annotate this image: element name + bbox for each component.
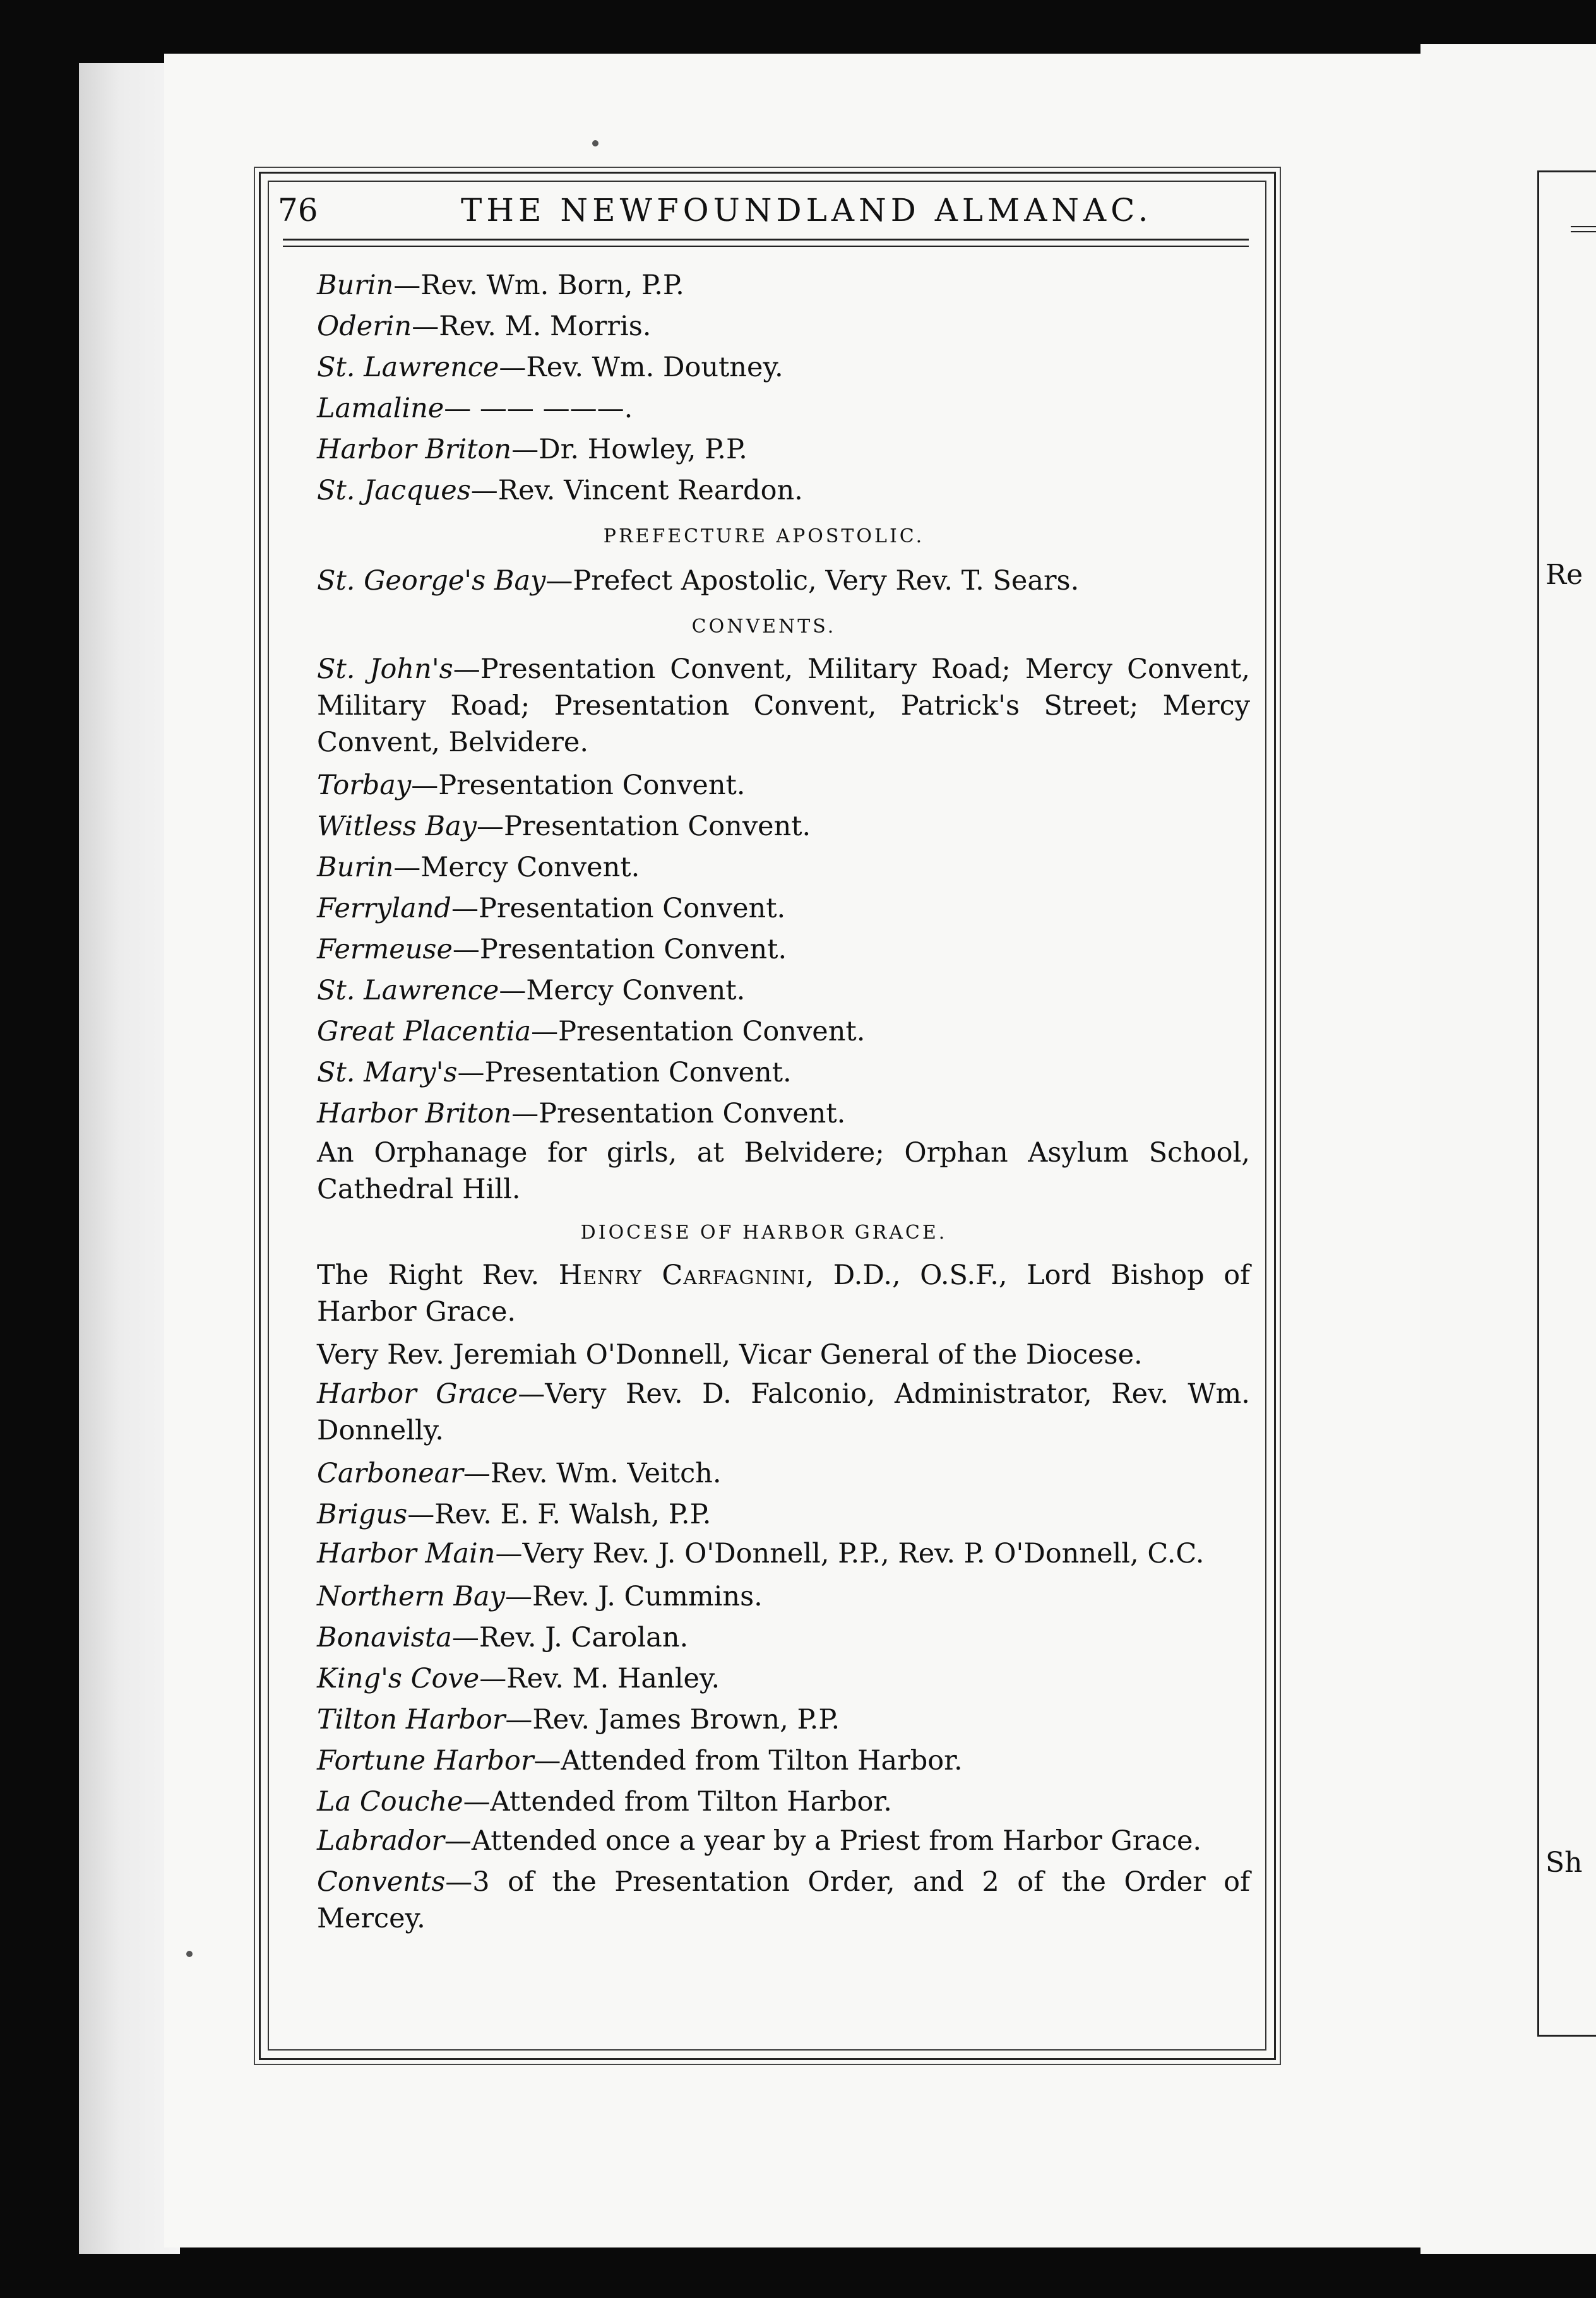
entry-text: —Attended from Tilton Harbor. bbox=[463, 1786, 892, 1818]
convent-entry bbox=[278, 888, 1250, 929]
bishop-suffix: , D.D., O.S.F., Lord Bishop of Harbor Grace. bbox=[317, 1259, 1251, 1328]
place-name: Northern Bay bbox=[317, 1581, 505, 1612]
entry-text: —Very Rev. D. Falconio, Administrator, Rev. Wm. Donnelly. bbox=[317, 1378, 1250, 1446]
convent-entry bbox=[278, 806, 1250, 847]
bishop-entry bbox=[278, 1257, 1250, 1330]
place-name: St. Lawrence bbox=[317, 352, 499, 383]
convent-entry bbox=[278, 1093, 1250, 1134]
parish-entry bbox=[278, 1864, 1250, 1937]
place-name: Torbay bbox=[317, 770, 412, 801]
clergy-entry bbox=[278, 306, 1250, 347]
place-name: St. Jacques bbox=[317, 475, 471, 506]
parish-entry bbox=[278, 1823, 1250, 1859]
entry-text: —Presentation Convent. bbox=[451, 893, 786, 924]
parish-entry bbox=[278, 1617, 1250, 1658]
entry-text: —3 of the Presentation Order, and 2 of the Order of Mercey. bbox=[317, 1866, 1250, 1934]
parish-entry bbox=[278, 1576, 1250, 1617]
place-name: Brigus bbox=[317, 1499, 408, 1530]
parish-entry bbox=[278, 1658, 1250, 1700]
parish-entry bbox=[278, 1376, 1250, 1449]
place-name: Harbor Main bbox=[317, 1538, 496, 1569]
place-name: St. John's bbox=[317, 653, 453, 685]
parish-entry bbox=[278, 1782, 1250, 1823]
right-fragment: Sh bbox=[1545, 1847, 1583, 1879]
place-name: King's Cove bbox=[317, 1663, 480, 1694]
entry-text: —Rev. M. Hanley. bbox=[479, 1663, 720, 1694]
entry-text: —Rev. Wm. Veitch. bbox=[463, 1458, 722, 1489]
entry-text: —Mercy Convent. bbox=[499, 975, 746, 1006]
place-name: Great Placentia bbox=[317, 1016, 532, 1047]
entry-text: —Presentation Convent, Military Road; Mercy Convent, Military Road; Presentation Convent, Patrick's Street; Mercy Convent, Belvidere. bbox=[317, 653, 1250, 758]
place-name: Convents bbox=[317, 1866, 446, 1898]
convent-entry bbox=[278, 929, 1250, 970]
entry-text: —Presentation Convent. bbox=[511, 1098, 846, 1129]
place-name: Lamaline bbox=[317, 393, 444, 424]
convent-entry-st-johns bbox=[278, 651, 1250, 761]
clergy-entry bbox=[278, 429, 1250, 470]
bishop-prefix: The Right Rev. bbox=[317, 1259, 559, 1291]
parish-entry bbox=[278, 1700, 1250, 1741]
entry-text: —Presentation Convent. bbox=[452, 934, 787, 965]
entry-text: —Presentation Convent. bbox=[477, 811, 811, 842]
right-page-rule bbox=[1571, 226, 1596, 232]
place-name: Fermeuse bbox=[317, 934, 453, 965]
place-name: Ferryland bbox=[317, 893, 451, 924]
place-name: La Couche bbox=[317, 1786, 463, 1818]
entry-text: —Rev. Vincent Reardon. bbox=[470, 475, 803, 506]
ink-speck bbox=[186, 1951, 193, 1957]
entry-text: —Rev. Wm. Doutney. bbox=[499, 352, 783, 383]
convent-entry bbox=[278, 1052, 1250, 1093]
place-name: Burin bbox=[317, 852, 394, 883]
place-name: Harbor Briton bbox=[317, 434, 512, 465]
convent-entry bbox=[278, 847, 1250, 888]
place-name: Fortune Harbor bbox=[317, 1745, 534, 1777]
place-name: St. George's Bay bbox=[317, 565, 546, 597]
running-title: THE NEWFOUNDLAND ALMANAC. bbox=[461, 192, 1153, 229]
place-name: St. Mary's bbox=[317, 1057, 458, 1088]
entry-text: —Presentation Convent. bbox=[457, 1057, 792, 1088]
entry-text: —Attended from Tilton Harbor. bbox=[533, 1745, 963, 1777]
parish-entry bbox=[278, 1494, 1250, 1535]
entry-text: —Dr. Howley, P.P. bbox=[511, 434, 747, 465]
place-name: Tilton Harbor bbox=[317, 1704, 506, 1735]
page-body bbox=[278, 265, 1250, 1941]
entry-text: —Attended once a year by a Priest from Harbor Grace. bbox=[444, 1825, 1202, 1857]
right-page-border bbox=[1537, 170, 1596, 2037]
entry-text: — —— ———. bbox=[444, 393, 633, 424]
clergy-entry bbox=[278, 470, 1250, 511]
parish-entry bbox=[278, 1741, 1250, 1782]
place-name: Labrador bbox=[317, 1825, 444, 1857]
clergy-entry bbox=[278, 265, 1250, 306]
entry-text: —Presentation Convent. bbox=[411, 770, 746, 801]
place-name: Witless Bay bbox=[317, 811, 477, 842]
entry-text: —Prefect Apostolic, Very Rev. T. Sears. bbox=[545, 565, 1080, 597]
place-name: Harbor Grace bbox=[317, 1378, 518, 1410]
entry-text: —Rev. M. Morris. bbox=[412, 311, 652, 342]
entry-text: —Very Rev. J. O'Donnell, P.P., Rev. P. O'Donnell, C.C. bbox=[495, 1538, 1205, 1569]
entry-text: —Rev. E. F. Walsh, P.P. bbox=[407, 1499, 712, 1530]
header-rule bbox=[283, 239, 1249, 247]
place-name: Carbonear bbox=[317, 1458, 463, 1489]
entry-text: —Mercy Convent. bbox=[393, 852, 640, 883]
page-number: 76 bbox=[278, 192, 318, 229]
orphanage-entry: An Orphanage for girls, at Belvidere; Orphan Asylum School, Cathedral Hill. bbox=[317, 1137, 1250, 1205]
convent-entry bbox=[278, 970, 1250, 1011]
entry-text: —Presentation Convent. bbox=[531, 1016, 866, 1047]
place-name: Oderin bbox=[317, 311, 412, 342]
place-name: Burin bbox=[317, 270, 394, 301]
parish-entry bbox=[278, 1535, 1250, 1572]
entry-text: —Rev. J. Carolan. bbox=[451, 1622, 689, 1653]
right-fragment: Re bbox=[1545, 559, 1583, 591]
section-heading-prefecture: PREFECTURE APOSTOLIC. bbox=[603, 525, 925, 547]
place-name: St. Lawrence bbox=[317, 975, 499, 1006]
bishop-name: Henry Carfagnini bbox=[558, 1259, 806, 1291]
place-name: Harbor Briton bbox=[317, 1098, 512, 1129]
ink-speck bbox=[592, 140, 598, 146]
section-heading-convents: CONVENTS. bbox=[691, 616, 837, 638]
section-heading-harbor-grace: DIOCESE OF HARBOR GRACE. bbox=[580, 1222, 948, 1244]
vicar-entry: Very Rev. Jeremiah O'Donnell, Vicar General of the Diocese. bbox=[317, 1339, 1143, 1371]
parish-entry bbox=[278, 1453, 1250, 1494]
running-header bbox=[278, 192, 1256, 236]
entry-text: —Rev. Wm. Born, P.P. bbox=[393, 270, 684, 301]
entry-text: —Rev. James Brown, P.P. bbox=[505, 1704, 840, 1735]
place-name: Bonavista bbox=[317, 1622, 452, 1653]
clergy-entry bbox=[278, 388, 1250, 429]
entry-text: —Rev. J. Cummins. bbox=[504, 1581, 763, 1612]
convent-entry bbox=[278, 1011, 1250, 1052]
clergy-entry bbox=[278, 347, 1250, 388]
clergy-entry bbox=[278, 561, 1250, 602]
convent-entry bbox=[278, 765, 1250, 806]
